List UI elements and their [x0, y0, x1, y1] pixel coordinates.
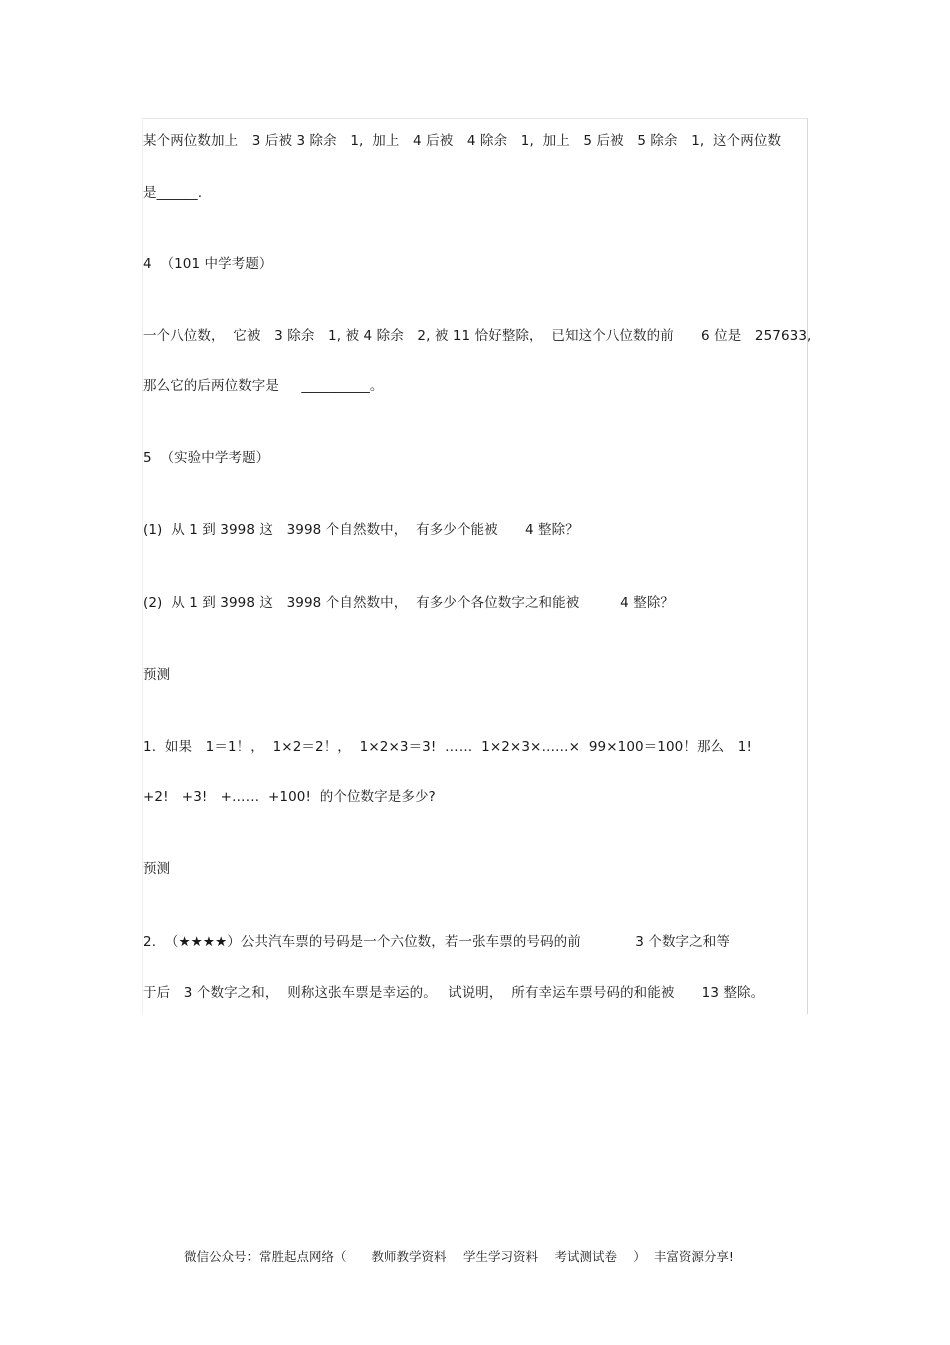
problem-4-text-line-2: 那么它的后两位数字是 __________。	[143, 378, 384, 394]
content-frame	[142, 118, 808, 1014]
prediction-1-text-line-2: +2! +3! +…… +100! 的个位数字是多少?	[143, 789, 436, 805]
problem-4-heading: 4 （101 中学考题）	[143, 256, 273, 272]
section-heading-prediction-2: 预测	[143, 861, 171, 877]
footer-note: 微信公众号：常胜起点网络（ 教师教学资料 学生学习资料 考试测试卷 ） 丰富资源分享!	[184, 1249, 734, 1264]
prediction-2-text-line-1: 2. （★★★★）公共汽车票的号码是一个六位数，若一张车票的号码的前 3 个数字之和等	[143, 934, 730, 950]
problem-3-text-line-1: 某个两位数加上 3 后被 3 除余 1, 加上 4 后被 4 除余 1, 加上 5 后被 5 除余 1, 这个两位数	[143, 133, 782, 149]
problem-4-text-line-1: 一个八位数， 它被 3 除余 1, 被 4 除余 2, 被 11 恰好整除， 已知这个八位数的前 6 位是 257633,	[143, 328, 812, 344]
problem-3-text-line-2: 是______.	[143, 185, 203, 201]
prediction-2-text-line-2: 于后 3 个数字之和， 则称这张车票是幸运的。 试说明， 所有幸运车票号码的和能被 13 整除。	[143, 985, 765, 1001]
problem-5-part-2: (2) 从 1 到 3998 这 3998 个自然数中， 有多少个各位数字之和能被 4 整除？	[143, 595, 675, 611]
prediction-1-text-line-1: 1. 如果 1＝1！， 1×2＝2！， 1×2×3＝3! …… 1×2×3×……× 99×100＝100！那么 1!	[143, 739, 752, 755]
problem-5-heading: 5 （实验中学考题）	[143, 450, 270, 466]
section-heading-prediction-1: 预测	[143, 667, 171, 683]
problem-5-part-1: (1) 从 1 到 3998 这 3998 个自然数中， 有多少个能被 4 整除？	[143, 522, 579, 538]
